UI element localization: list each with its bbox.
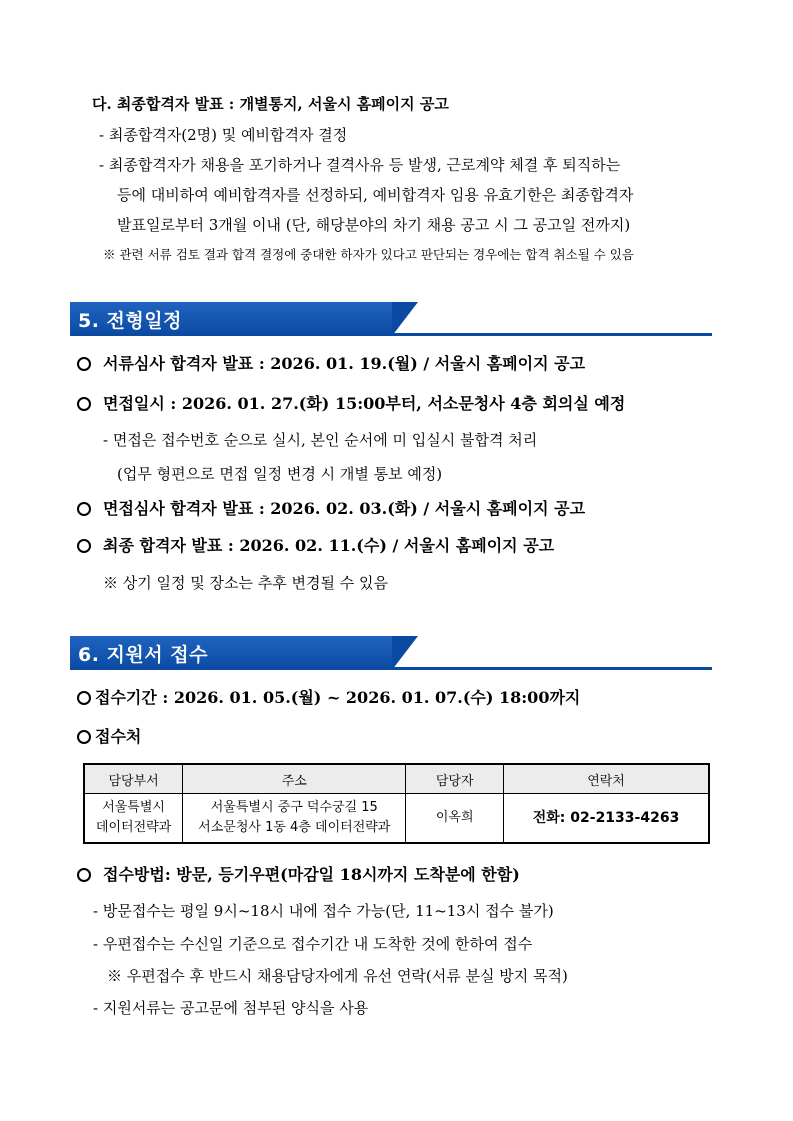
final-item-2-cont-2: 발표일로부터 3개월 이내 (단, 해당분야의 차기 채용 공고 시 그 공고일 전까지): [117, 216, 631, 234]
address-line-1: 서울특별시 중구 덕수궁길 15: [210, 800, 378, 815]
final-item-2-cont-1: 등에 대비하여 예비합격자를 선정하되, 예비합격자 임용 유효기한은 최종합격자: [117, 186, 634, 204]
dept-cell: [84, 794, 183, 844]
method-note: ※ 우편접수 후 반드시 채용담당자에게 유선 연락(서류 분실 방지 목적): [107, 967, 568, 985]
final-item-2: - 최종합격자가 채용을 포기하거나 결격사유 등 발생, 근로계약 체결 후 퇴직하는: [99, 156, 621, 174]
section-6-title: 6. 지원서 접수: [78, 644, 208, 666]
schedule-interview: 면접일시 : 2026. 01. 27.(화) 15:00부터, 서소문청사 4층 회의실 예정: [103, 394, 626, 413]
table-header-cell: 주소: [183, 764, 406, 794]
person-cell: 이옥희: [406, 794, 504, 844]
bullet-circle-icon: [77, 868, 91, 882]
table-row: [84, 794, 709, 844]
bullet-circle-icon: [77, 357, 91, 371]
application-period: 접수기간 : 2026. 01. 05.(월) ~ 2026. 01. 07.(수) 18:00까지: [95, 688, 581, 707]
dept-line-2: 데이터전략과: [95, 820, 172, 835]
bullet-circle-icon: [77, 397, 91, 411]
bullet-circle-icon: [77, 539, 91, 553]
address-line-2: 서소문청사 1동 4층 데이터전략과: [198, 820, 391, 835]
section-5-header: [70, 302, 712, 336]
schedule-note: ※ 상기 일정 및 장소는 추후 변경될 수 있음: [103, 574, 388, 592]
contact-cell: 전화: 02-2133-4263: [504, 794, 709, 844]
method-sub-1: - 방문접수는 평일 9시~18시 내에 접수 가능(단, 11~13시 접수 불가): [93, 902, 554, 920]
address-cell: [183, 794, 406, 844]
application-place: 접수처: [95, 727, 142, 746]
final-note: ※ 관련 서류 검토 결과 합격 결정에 중대한 하자가 있다고 판단되는 경우에는 합격 취소될 수 있음: [103, 247, 634, 262]
final-announcement-heading: 다. 최종합격자 발표 : 개별통지, 서울시 홈페이지 공고: [92, 95, 449, 113]
method-sub-3: - 지원서류는 공고문에 첨부된 양식을 사용: [93, 999, 369, 1017]
bullet-circle-icon: [77, 730, 91, 744]
schedule-doc-result: 서류심사 합격자 발표 : 2026. 01. 19.(월) / 서울시 홈페이지 공고: [103, 354, 586, 373]
schedule-interview-result: 면접심사 합격자 발표 : 2026. 02. 03.(화) / 서울시 홈페이지 공고: [103, 499, 586, 518]
table-header-cell: 연락처: [504, 764, 709, 794]
application-method: 접수방법: 방문, 등기우편(마감일 18시까지 도착분에 한함): [103, 865, 520, 884]
bullet-circle-icon: [77, 502, 91, 516]
dept-line-1: 서울특별시: [102, 800, 165, 815]
method-sub-2: - 우편접수는 수신일 기준으로 접수기간 내 도착한 것에 한하여 접수: [93, 935, 533, 953]
final-item-1: - 최종합격자(2명) 및 예비합격자 결정: [99, 126, 348, 144]
schedule-final-result: 최종 합격자 발표 : 2026. 02. 11.(수) / 서울시 홈페이지 공고: [103, 536, 555, 555]
section-5-title: 5. 전형일정: [78, 310, 182, 332]
table-header-row: [84, 764, 709, 794]
interview-sub-1: - 면접은 접수번호 순으로 실시, 본인 순서에 미 입실시 불합격 처리: [103, 431, 538, 449]
table-header-cell: 담당자: [406, 764, 504, 794]
table-header-cell: 담당부서: [84, 764, 183, 794]
bullet-circle-icon: [77, 691, 91, 705]
interview-sub-2: (업무 형편으로 면접 일정 변경 시 개별 통보 예정): [117, 465, 443, 483]
section-6-header: [70, 636, 712, 670]
contact-table: [83, 763, 710, 844]
